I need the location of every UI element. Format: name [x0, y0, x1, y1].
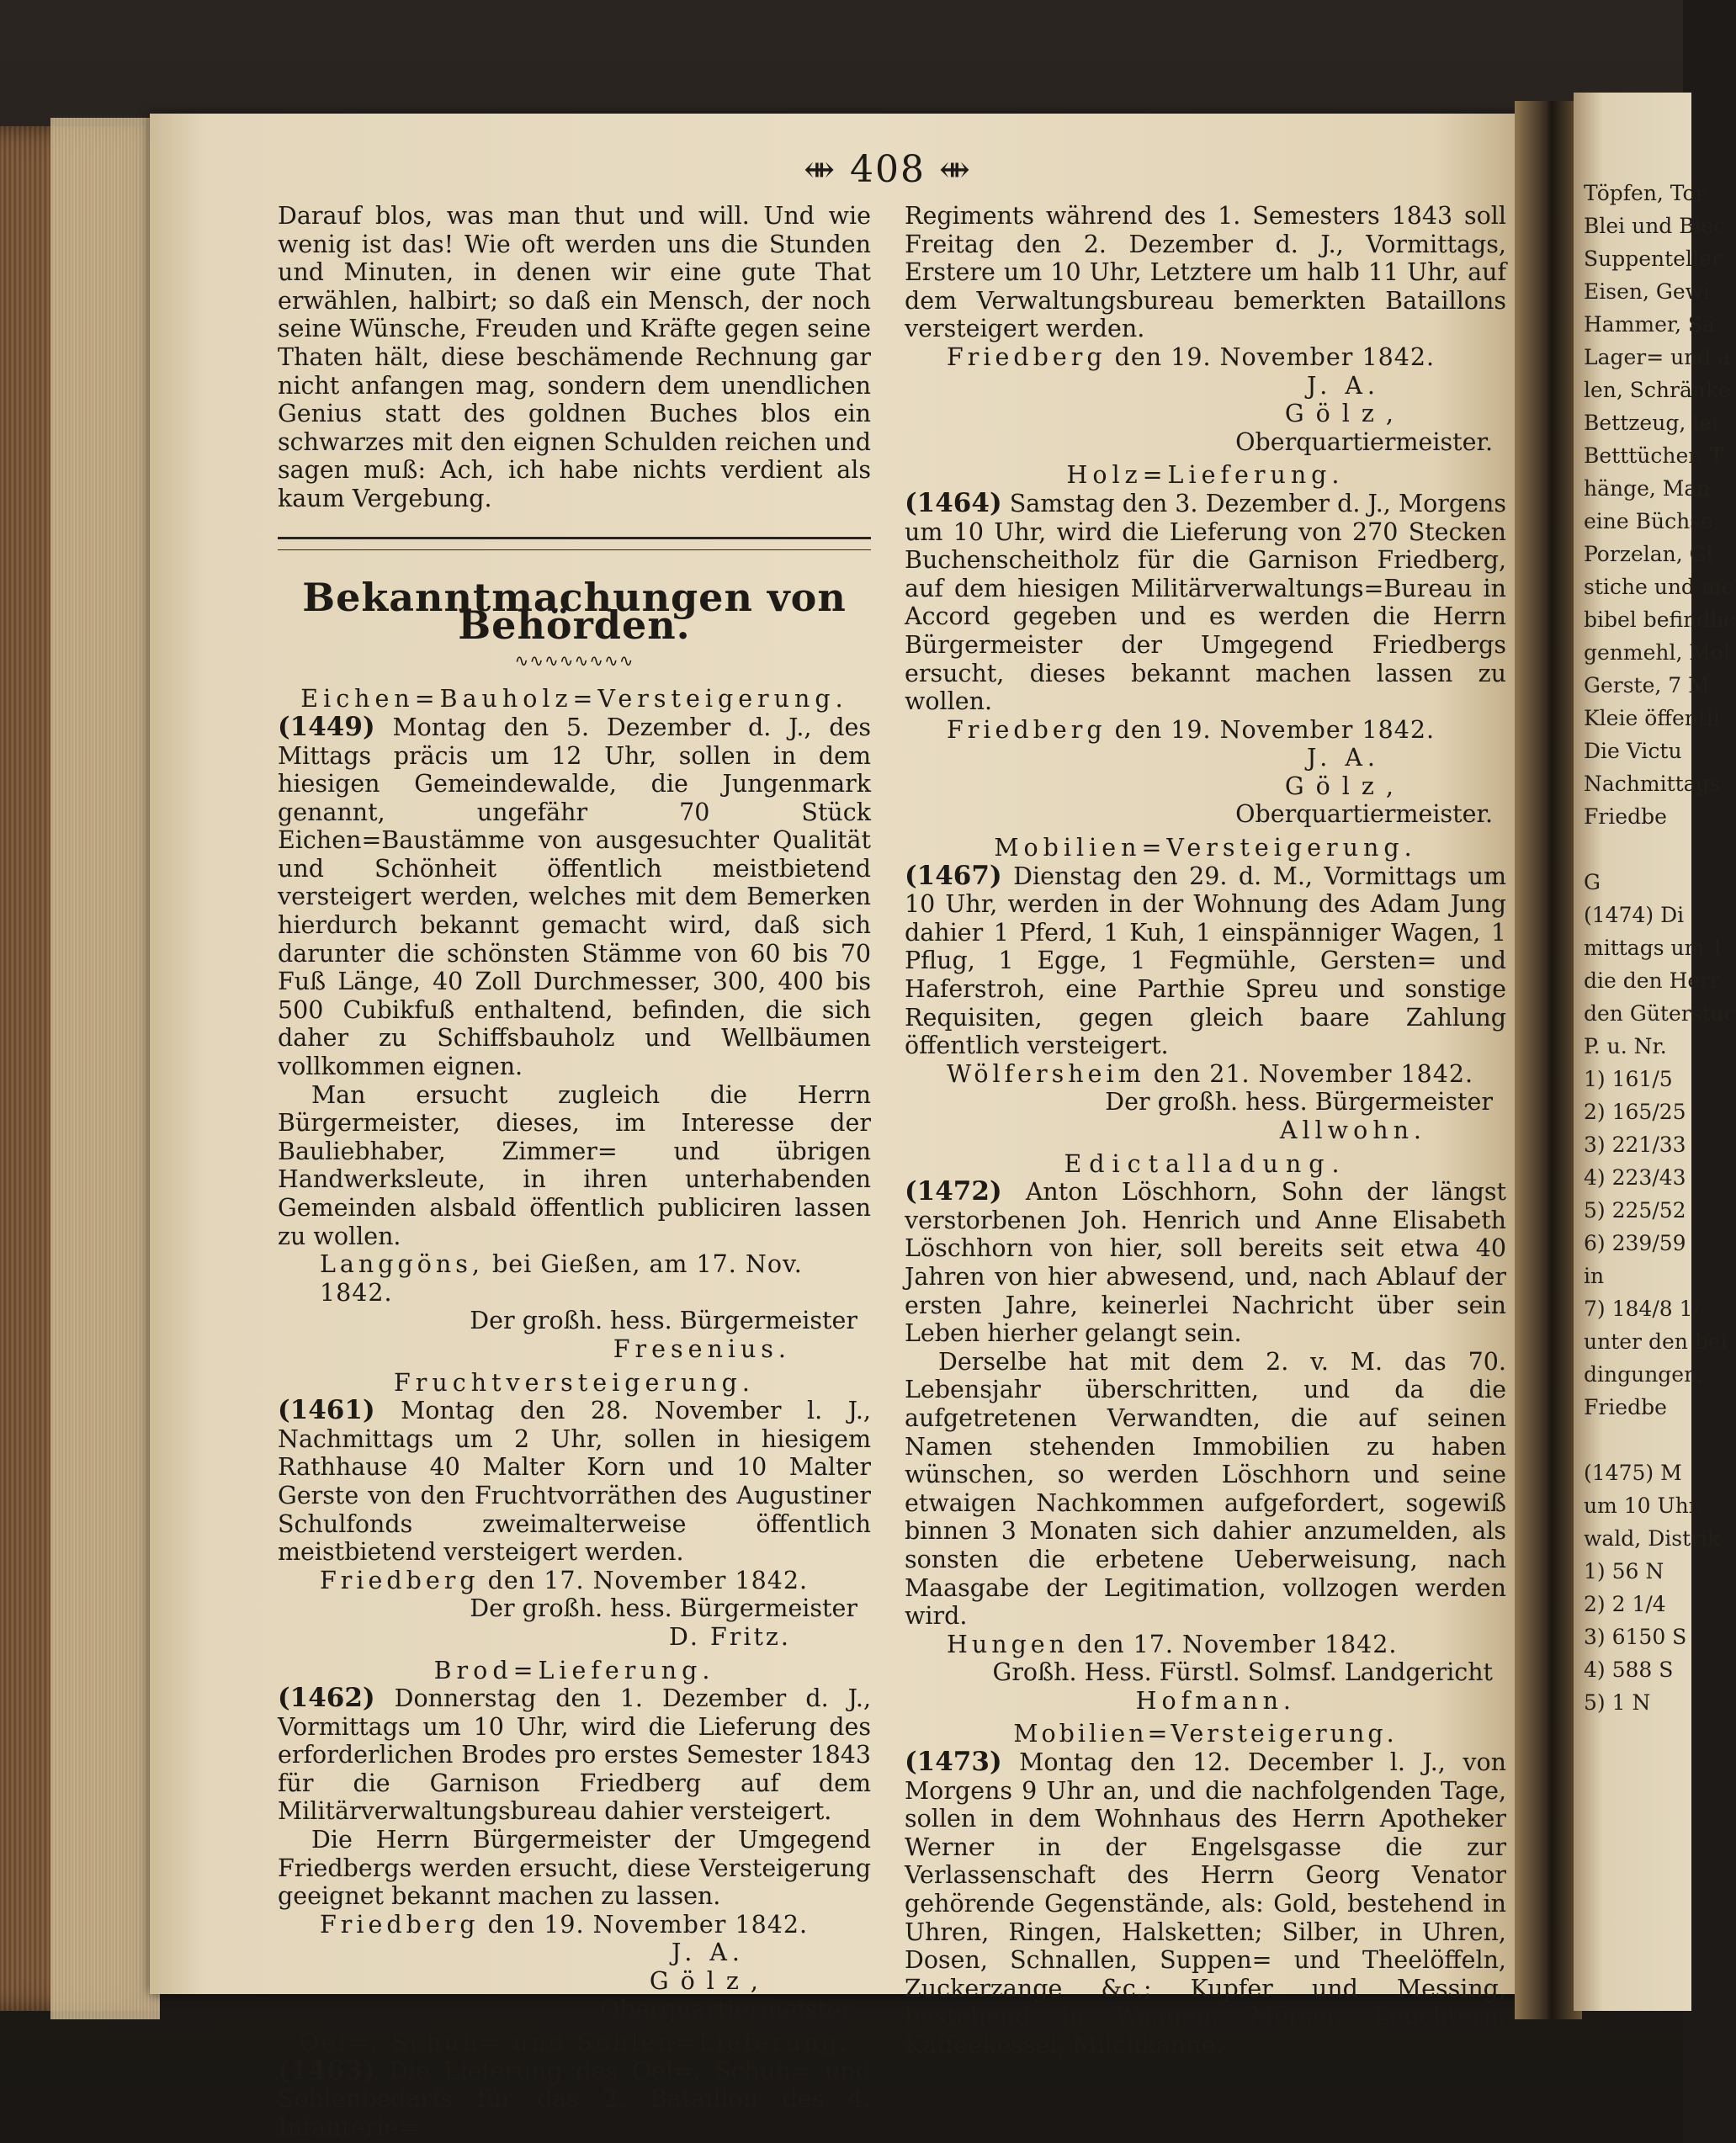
notice-initials: J. A. — [1307, 744, 1380, 772]
notice-office: Der großh. hess. Bürgermeister — [1105, 1088, 1493, 1117]
notice-signer: Allwohn. — [1279, 1117, 1426, 1144]
next-page-lines — [1574, 93, 1736, 1719]
notice-text: Regiments während des 1. Semesters 1843 soll Freitag den 2. Dezember d. J., Vormittags, Erstere um 10 Uhr, Letztere um halb 11 Uhr, auf dem Verwaltungsbureau bemerkten Bataillons versteigert werden. — [905, 202, 1506, 343]
next-page-line: genmehl, Mol — [1584, 640, 1731, 665]
next-page-line: um 10 Uhr, — [1584, 1493, 1703, 1518]
next-page-line: 7) 184/8 1/ — [1584, 1297, 1700, 1321]
notice-body-2: Die Herrn Bürgermeister der Umgegend Friedbergs werden ersucht, diese Versteigerung geeignet bekannt machen zu lassen. — [278, 1826, 871, 1911]
notice-heading: Brod=Lieferung. — [433, 1656, 715, 1684]
notice-1473 — [905, 1720, 1506, 2059]
notice-place-date — [905, 343, 1506, 372]
notice-date: den 19. November 1842. — [1114, 342, 1436, 371]
notice-place-date — [905, 1631, 1506, 1659]
section-rule — [278, 537, 871, 550]
notice-title: Oberquartiermeister. — [1235, 800, 1493, 829]
next-page-line: Porzelan, Gl — [1584, 542, 1713, 566]
next-page-line: 4) 223/43 — [1584, 1165, 1686, 1190]
notice-date: den 17. November 1842. — [487, 1566, 809, 1594]
notice-date: den 21. November 1842. — [1153, 1059, 1474, 1088]
notice-text: Dienstag den 29. d. M., Vormittags um 10 Uhr, werden in der Wohnung des Adam Jung dahier 1 Pferd, 1 Kuh, 1 einspänniger Wagen, 1 Pflug, 1 Egge, 1 Fegmühle, Gersten= und Haferstroh, eine Parthie Spreu und sonstige Requisiten, gegen gleich baare Zahlung öffentlich versteigert. — [905, 862, 1506, 1060]
intro-paragraph: Darauf blos, was man thut und will. Und wie wenig ist das! Wie oft werden uns die Stunden und Minuten, in denen wir eine gute That erwählen, halbirt; so daß ein Mensch, der noch seine Wünsche, Freuden und Kräfte gegen seine Thaten hält, diese beschämende Rechnung gar nicht anfangen mag, sondern dem unendlichen Genius statt des goldnen Buches blos ein schwarzes mit den eignen Schulden reichen und sagen muß: Ach, ich habe nichts verdient als kaum Vergebung. — [278, 202, 871, 512]
notice-1467 — [905, 834, 1506, 1145]
notice-signer: Gölz, — [1284, 400, 1405, 428]
next-page-line: 1) 161/5 — [1584, 1067, 1673, 1091]
next-page-line: 3) 6150 S — [1584, 1625, 1687, 1649]
next-page-line: hänge, Man — [1584, 476, 1711, 501]
notice-date: den 17. November 1842. — [1077, 1630, 1398, 1658]
notice-body — [905, 862, 1506, 1060]
notice-heading: Edictalladung. — [1064, 1149, 1347, 1178]
next-page-line: Kleie öffentli — [1584, 706, 1720, 730]
notice-number: (1461) — [278, 1395, 375, 1426]
notice-number: (1467) — [905, 860, 1002, 891]
next-page-line: 5) 225/52 — [1584, 1198, 1686, 1223]
next-page-line: (1474) Di — [1584, 903, 1685, 927]
notice-signer: D. Fritz. — [669, 1622, 791, 1651]
notice-initials: J. A. — [672, 1939, 745, 1967]
place-name: Friedberg — [320, 1566, 480, 1594]
page-number — [783, 148, 993, 191]
notice-body-2: Man ersucht zugleich die Herrn Bürgermeister, dieses, im Interesse der Bauliebhaber, Zimmer= und übrigen Handwerksleute, in ihren unterhabenden Gemeinden alsbald öffentlich publiciren lassen zu wollen. — [278, 1080, 871, 1250]
next-page-line: Suppenteller — [1584, 247, 1722, 271]
place-name: Friedberg — [947, 342, 1107, 371]
notice-body — [278, 1397, 871, 1567]
notice-heading: Mobilien=Versteigerung. — [994, 834, 1417, 862]
place-name: Friedberg — [947, 715, 1107, 744]
notice-text: Montag den 28. November l. J., Nachmittags um 2 Uhr, sollen in hiesigem Rathhause 40 Malter Korn und 10 Malter Gerste von den Fruchtvorräthen des Augustiner Schulfonds zweimalterweise öffentlich meistbietend versteigert werden. — [278, 1397, 871, 1567]
notice-body — [278, 2057, 871, 2142]
notice-number: (1463) — [278, 2055, 375, 2086]
next-page-line: (1475) M — [1584, 1461, 1682, 1485]
notice-text: Die Lieferung des Oel=, Schuh= und Sohlenbedarfs für das 2. Bataillon des 4. Infanterie= — [278, 2056, 871, 2141]
next-page-line: Hammer, Sä — [1584, 312, 1716, 337]
next-page-line: in — [1584, 1264, 1605, 1288]
notice-1462 — [278, 1657, 871, 2024]
next-page-line: len, Schränke — [1584, 378, 1731, 402]
notice-office: Großh. Hess. Fürstl. Solmsf. Landgericht — [992, 1658, 1493, 1687]
notice-1461 — [278, 1369, 871, 1652]
next-page-line — [1574, 1424, 1691, 1456]
page-number-value: 408 — [850, 148, 926, 191]
notice-text: Donnerstag den 1. Dezember d. J., Vormittags um 10 Uhr, wird die Lieferung des erforderlichen Brodes pro erstes Semester 1843 für die Garnison Friedberg auf dem Militärverwaltungsbureau dahier versteigert. — [278, 1684, 872, 1826]
next-page-line: Nachmittags — [1584, 772, 1721, 796]
notice-place-date — [905, 716, 1506, 745]
notice-office: Der großh. hess. Bürgermeister — [470, 1594, 857, 1623]
next-page-line: 4) 588 S — [1584, 1658, 1674, 1682]
next-page-line: Töpfen, Tor — [1584, 181, 1706, 205]
notice-place-date — [278, 1250, 871, 1307]
next-page-line: Blei und Blec — [1584, 214, 1726, 238]
next-page-line: G — [1584, 870, 1601, 894]
notice-signer: Gölz, — [649, 1967, 770, 1996]
notice-1472 — [905, 1150, 1506, 1716]
next-page-line: 2) 2 1/4 — [1584, 1592, 1666, 1616]
next-page-line: wald, Distrik — [1584, 1526, 1721, 1551]
notice-title: Oberquartiermeister. — [600, 1995, 857, 2024]
notice-number: (1449) — [278, 711, 375, 742]
notice-office: Der großh. hess. Bürgermeister — [470, 1307, 857, 1335]
folio-ornament-left: ⇼ — [804, 148, 836, 191]
next-page-line: 1) 56 N — [1584, 1559, 1664, 1583]
notice-signer: Fresenius. — [613, 1334, 791, 1363]
notice-place-date — [278, 1911, 871, 1939]
notice-date: bei Gießen, am 17. Nov. 1842. — [320, 1250, 803, 1307]
notice-body — [278, 1684, 871, 1826]
notice-body-2: Derselbe hat mit dem 2. v. M. das 70. Lebensjahr überschritten, und da die aufgetretenen Verwandten, die auf seinen Namen stehenden Immobilien zu haben wünschen, so werden Löschhorn und seine etwaigen Nachkommen aufgefordert, sogewiß binnen 3 Monaten sich dahier anzumelden, als sonsten die erbetene Ueberweisung, nach Maasgabe der Legitimation, vollzogen werden wird. — [905, 1347, 1506, 1631]
notice-signer: Gölz, — [1284, 772, 1405, 800]
next-page-line: Friedbe — [1584, 1395, 1667, 1419]
notice-number: (1462) — [278, 1683, 375, 1714]
next-page-line: 3) 221/33 — [1584, 1133, 1686, 1157]
next-page-line: Lager= und a — [1584, 345, 1731, 369]
notice-body — [278, 713, 871, 1081]
next-page-line: Bettzeug, lei — [1584, 411, 1719, 435]
notice-heading: Mobilien=Versteigerung. — [1013, 1720, 1398, 1748]
next-page-line: dingungen, — [1584, 1362, 1705, 1387]
page-stack-edges — [50, 118, 160, 2019]
next-page-line: Friedbe — [1584, 804, 1667, 829]
notice-place-date — [905, 1060, 1506, 1089]
right-column — [905, 202, 1506, 2060]
place-name: Friedberg — [320, 1910, 480, 1939]
notice-heading: Eichen=Bauholz=Versteigerung. — [300, 685, 848, 713]
notice-number: (1473) — [905, 1747, 1002, 1778]
left-column — [278, 202, 871, 2142]
notice-heading: Holz=Lieferung. — [1066, 461, 1345, 490]
next-page-line: Eisen, Gewi — [1584, 279, 1711, 304]
next-page-line: 5) 1 N — [1584, 1690, 1651, 1715]
notice-date: den 19. November 1842. — [1114, 715, 1436, 744]
next-page-line: P. u. Nr. — [1584, 1034, 1667, 1058]
next-page-line: den Güterstüc — [1584, 1001, 1736, 1026]
notice-1464 — [905, 461, 1506, 829]
notice-initials: J. A. — [1307, 371, 1380, 400]
notice-1463 — [278, 2029, 871, 2141]
next-page-line: 2) 165/25 — [1584, 1100, 1686, 1124]
notice-1463-continued — [905, 202, 1506, 456]
section-title: Bekanntmachungen von Behörden. — [302, 574, 847, 649]
book-gutter — [1515, 101, 1582, 2019]
next-page-fragment — [1574, 93, 1736, 2011]
next-page-line: Die Victu — [1584, 739, 1682, 763]
next-page-line: eine Büchse, — [1584, 509, 1720, 533]
place-name: Hungen — [947, 1630, 1070, 1658]
notice-body — [905, 1748, 1506, 2060]
next-page-line: 6) 239/59 — [1584, 1231, 1686, 1255]
next-page-line: mittags um 1 — [1584, 936, 1725, 960]
next-page-line: Betttücher, T — [1584, 443, 1724, 468]
notice-date: den 19. November 1842. — [487, 1910, 809, 1939]
place-name: Wölfersheim — [947, 1059, 1145, 1088]
notice-number: (1472) — [905, 1176, 1002, 1207]
next-page-line: unter den bei — [1584, 1329, 1728, 1354]
ornament-divider: ∿∿∿∿∿∿∿∿ — [514, 650, 634, 671]
notice-place-date — [278, 1567, 871, 1595]
notice-text: Anton Löschhorn, Sohn der längst verstorbenen Joh. Henrich und Anne Elisabeth Löschhorn von hier, soll bereits seit etwa 40 Jahren von hier abwesend, und, nach Ablauf der ersten Jahre, keinerlei Nachricht über sein Leben hierher gelangt sein. — [905, 1178, 1506, 1348]
notice-heading: Fruchtversteigerung. — [394, 1368, 755, 1397]
next-page-line: die den Herr — [1584, 968, 1721, 993]
notice-signer: Hofmann. — [1135, 1686, 1296, 1715]
notice-body — [905, 487, 1506, 716]
next-page-line: Gerste, 7 M — [1584, 673, 1710, 698]
notice-text: Samstag den 3. Dezember d. J., Morgens um 10 Uhr, wird die Lieferung von 270 Stecken Buchenscheitholz für die Garnison Friedberg, auf dem hiesigen Militärverwaltungs=Bureau in Accord gegeben und es werden die Herrn Bürgermeister der Umgegend Friedbergs ersucht, dieses bekannt machen lassen zu wollen. — [905, 489, 1506, 716]
notice-1449 — [278, 685, 871, 1363]
place-name: Langgöns, — [320, 1250, 484, 1279]
notice-number: (1464) — [905, 487, 1002, 518]
next-page-line: stiche und me — [1584, 575, 1734, 599]
notice-title: Oberquartiermeister. — [1235, 427, 1493, 456]
notice-text: Montag den 12. December l. J., von Morgens 9 Uhr an, und die nachfolgenden Tage, sollen in dem Wohnhaus des Herrn Apotheker Werner in der Engelsgasse die zur Verlassenschaft des Herrn Georg Venator gehörende Gegenstände, als: Gold, bestehend in Uhren, Ringen, Halsketten; Silber, in Uhren, Dosen, Schnallen, Suppen= und Theelöffeln, Zuckerzange &c.; Kupfer und Messing, bestehend in Waagen, Mörser, Leuchtern, Kaffeekessel, Milchkanne, — [905, 1748, 1507, 2059]
next-page-line — [1574, 833, 1691, 866]
notice-text: Montag den 5. Dezember d. J., des Mittags präcis um 12 Uhr, sollen in dem hiesigen Gemeindewalde, die Jungenmark genannt, ungefähr 70 Stück Eichen=Baustämme von ausgesuchter Qualität und Schönheit öffentlich meistbietend versteigert werden, welches mit dem Bemerken hierdurch bekannt gemacht wird, daß sich darunter die schönsten Stämme von 60 bis 70 Fuß Länge, 40 Zoll Durchmesser, 300, 400 bis 500 Cubikfuß enthaltend, befinden, die sich daher zu Schiffsbauholz und Wellbäumen vollkommen eignen. — [278, 713, 872, 1081]
notice-heading: Oel=, Schuh= und Sohlen=Lieferung. — [299, 2029, 850, 2057]
notice-body — [905, 1178, 1506, 1348]
folio-ornament-right: ⇼ — [938, 148, 972, 191]
next-page-line: bibel befindlic — [1584, 607, 1736, 632]
